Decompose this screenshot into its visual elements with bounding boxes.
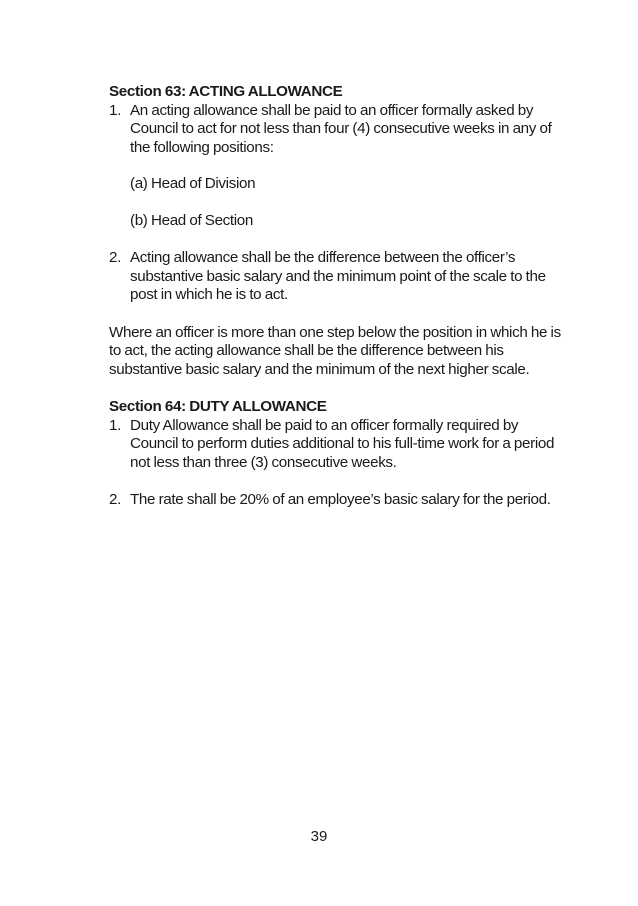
item-number: 1.: [109, 416, 121, 434]
section-63-heading: Section 63: ACTING ALLOWANCE: [109, 83, 343, 100]
item-number: 2.: [109, 490, 121, 508]
item-text: Acting allowance shall be the difference between the officer’s substantive basic salary and the minimum point of the scale to the post in which he is to act.: [130, 249, 546, 304]
document-body: [109, 83, 569, 509]
sub-item-a: (a) Head of Division: [130, 175, 256, 193]
item-text: An acting allowance shall be paid to an officer formally asked by Council to act for not less than four (4) consecutive weeks in any of the following positions:: [130, 101, 552, 156]
item-text: Duty Allowance shall be paid to an officer formally required by Council to perform duties additional to his full-time work for a period not less than three (3) consecutive weeks.: [130, 416, 555, 471]
section-63-paragraph: Where an officer is more than one step below the position in which he is to act, the acting allowance shall be the difference between his substantive basic salary and the minimum of the next higher scale.: [109, 323, 561, 378]
item-text: The rate shall be 20% of an employee’s basic salary for the period.: [130, 490, 551, 508]
item-number: 1.: [109, 101, 121, 119]
section-64-heading: Section 64: DUTY ALLOWANCE: [109, 397, 327, 415]
section-64-item-2: [109, 491, 569, 510]
section-63-item-1: [109, 102, 569, 158]
sub-item-b: (b) Head of Section: [130, 211, 254, 229]
section-63-item-2: [109, 249, 569, 305]
section-64-item-1: [109, 417, 569, 473]
page-number: 39: [310, 828, 328, 845]
item-number: 2.: [109, 249, 121, 267]
